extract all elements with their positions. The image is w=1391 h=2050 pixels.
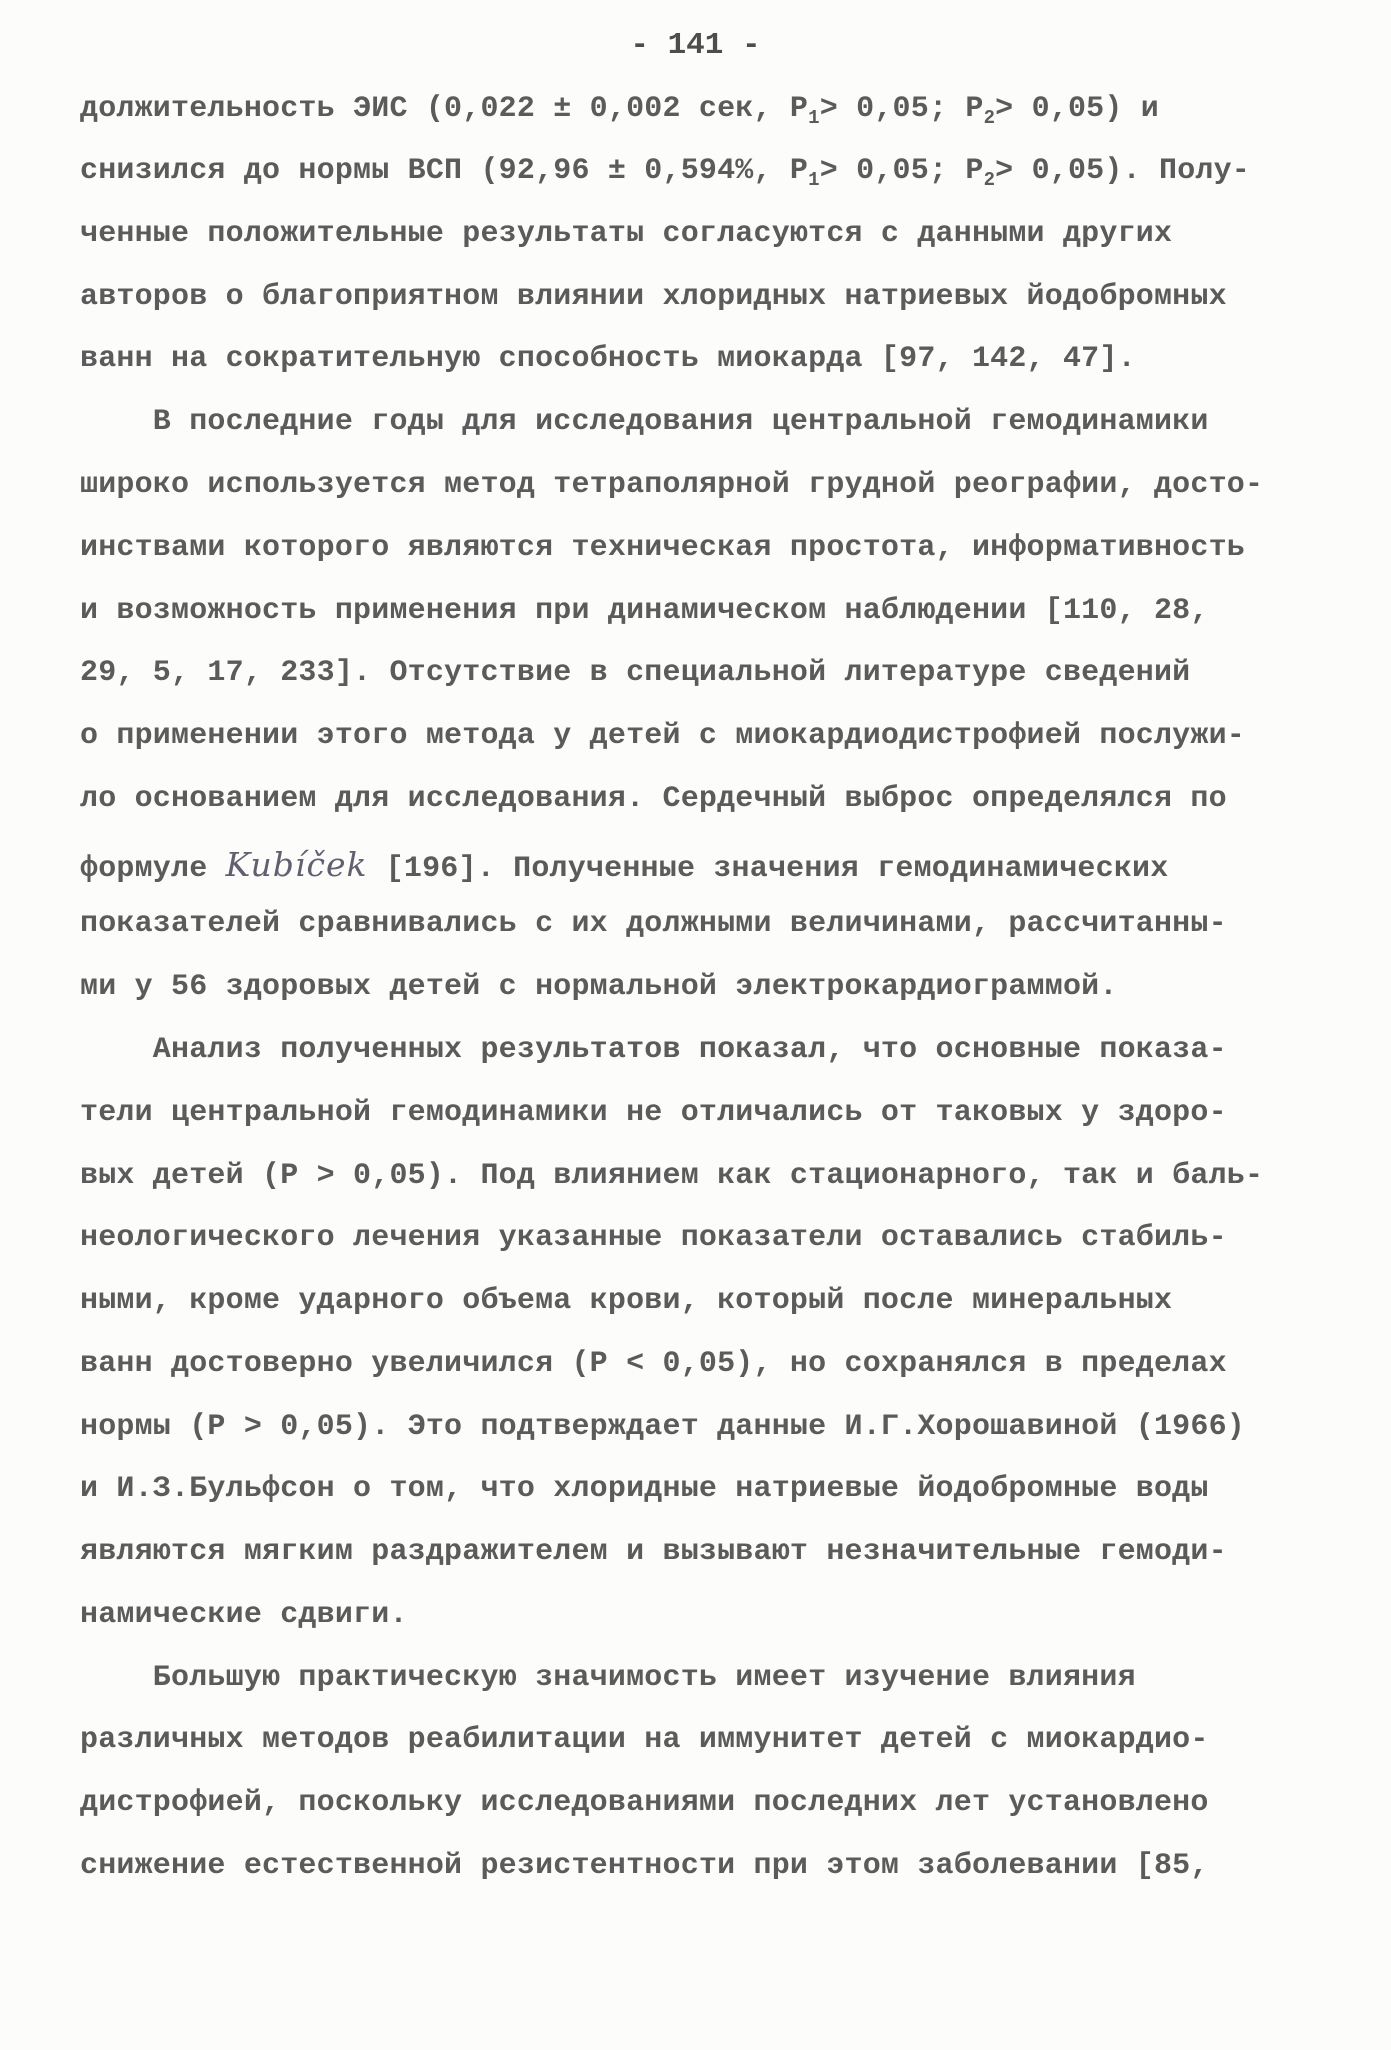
line-text: Анализ полученных результатов показал, что основные показа- [80, 1033, 1227, 1067]
line-text: ными, кроме ударного объема крови, который после минеральных [80, 1284, 1173, 1318]
text-line [80, 1535, 1227, 1569]
line-text: > 0,05; Р [819, 92, 984, 126]
text-line [80, 1033, 1227, 1067]
subscript: 1 [808, 107, 820, 129]
line-text: авторов о благоприятном влиянии хлоридных натриевых йодобромных [80, 280, 1227, 314]
line-text: ванн на сократительную способность миокарда [97, 142, 47]. [80, 342, 1136, 376]
line-text: > 0,05). Полу- [995, 154, 1251, 188]
line-text: В последние годы для исследования центральной гемодинамики [80, 405, 1209, 439]
text-line [80, 342, 1136, 376]
line-text: нормы (Р > 0,05). Это подтверждает данные И.Г.Хорошавиной (1966) [80, 1410, 1245, 1444]
line-text: инствами которого являются техническая простота, информативность [80, 531, 1245, 565]
line-text: показателей сравнивались с их должными величинами, рассчитанны- [80, 907, 1227, 941]
line-text: должительность ЭИС (0,022 ± 0,002 сек, Р [80, 92, 809, 126]
line-text: ми у 56 здоровых детей с нормальной электрокардиограммой. [80, 970, 1118, 1004]
line-text: неологического лечения указанные показатели оставались стабиль- [80, 1221, 1227, 1255]
text-line [80, 1284, 1172, 1318]
text-line [80, 1347, 1227, 1381]
text-line [80, 656, 1190, 690]
text-line [80, 468, 1263, 502]
text-line [80, 719, 1245, 753]
line-text: являются мягким раздражителем и вызывают незначительные гемоди- [80, 1535, 1227, 1569]
text-line [80, 1661, 1136, 1695]
line-text: различных методов реабилитации на иммунитет детей с миокардио- [80, 1723, 1209, 1757]
line-text: тели центральной гемодинамики не отличались от таковых у здоро- [80, 1096, 1227, 1130]
subscript: 2 [983, 107, 996, 129]
line-text: ванн достоверно увеличился (Р < 0,05), но сохранялся в пределах [80, 1347, 1227, 1381]
text-line [80, 1221, 1227, 1255]
line-text: снизился до нормы ВСП (92,96 ± 0,594%, Р [80, 154, 809, 188]
line-text: и возможность применения при динамическом наблюдении [110, 28, [80, 594, 1209, 628]
handwritten-name: Kubíček [225, 845, 368, 884]
text-line [80, 531, 1245, 565]
text-line [80, 845, 1168, 886]
text-line [80, 154, 1251, 191]
text-line [80, 970, 1118, 1004]
page-number: - 141 - [630, 28, 761, 63]
line-text: и И.З.Бульфсон о том, что хлоридные натриевые йодобромные воды [80, 1472, 1209, 1506]
text-line [80, 782, 1227, 816]
text-line [80, 1410, 1245, 1444]
line-text: ченные положительные результаты согласуются с данными других [80, 217, 1173, 251]
subscript: 1 [808, 169, 820, 191]
line-text: о применении этого метода у детей с миокардиодистрофией послужи- [80, 719, 1245, 753]
line-text: широко используется метод тетраполярной грудной реографии, досто- [80, 468, 1264, 502]
text-line [80, 1598, 408, 1632]
text-line [80, 405, 1209, 439]
line-text: [196]. Полученные значения гемодинамических [367, 852, 1169, 886]
line-text: Большую практическую значимость имеет изучение влияния [80, 1661, 1136, 1695]
text-line [80, 1723, 1209, 1757]
text-line [80, 1786, 1209, 1820]
line-text: намические сдвиги. [80, 1598, 408, 1632]
line-text: 29, 5, 17, 233]. Отсутствие в специальной литературе сведений [80, 656, 1191, 690]
text-line [80, 217, 1172, 251]
text-line [80, 1159, 1263, 1193]
line-text: > 0,05; Р [819, 154, 984, 188]
text-line [80, 907, 1227, 941]
text-line [80, 594, 1209, 628]
text-line [80, 1472, 1209, 1506]
line-text: ло основанием для исследования. Сердечный выброс определялся по [80, 782, 1227, 816]
subscript: 2 [983, 169, 996, 191]
text-line [80, 1849, 1209, 1883]
line-text: вых детей (Р > 0,05). Под влиянием как стационарного, так и баль- [80, 1159, 1264, 1193]
text-line [80, 280, 1227, 314]
line-text: > 0,05) и [995, 92, 1159, 126]
text-line [80, 92, 1159, 129]
text-line [80, 1096, 1227, 1130]
line-text: формуле [80, 852, 226, 886]
line-text: снижение естественной резистентности при этом заболевании [85, [80, 1849, 1209, 1883]
line-text: дистрофией, поскольку исследованиями последних лет установлено [80, 1786, 1209, 1820]
